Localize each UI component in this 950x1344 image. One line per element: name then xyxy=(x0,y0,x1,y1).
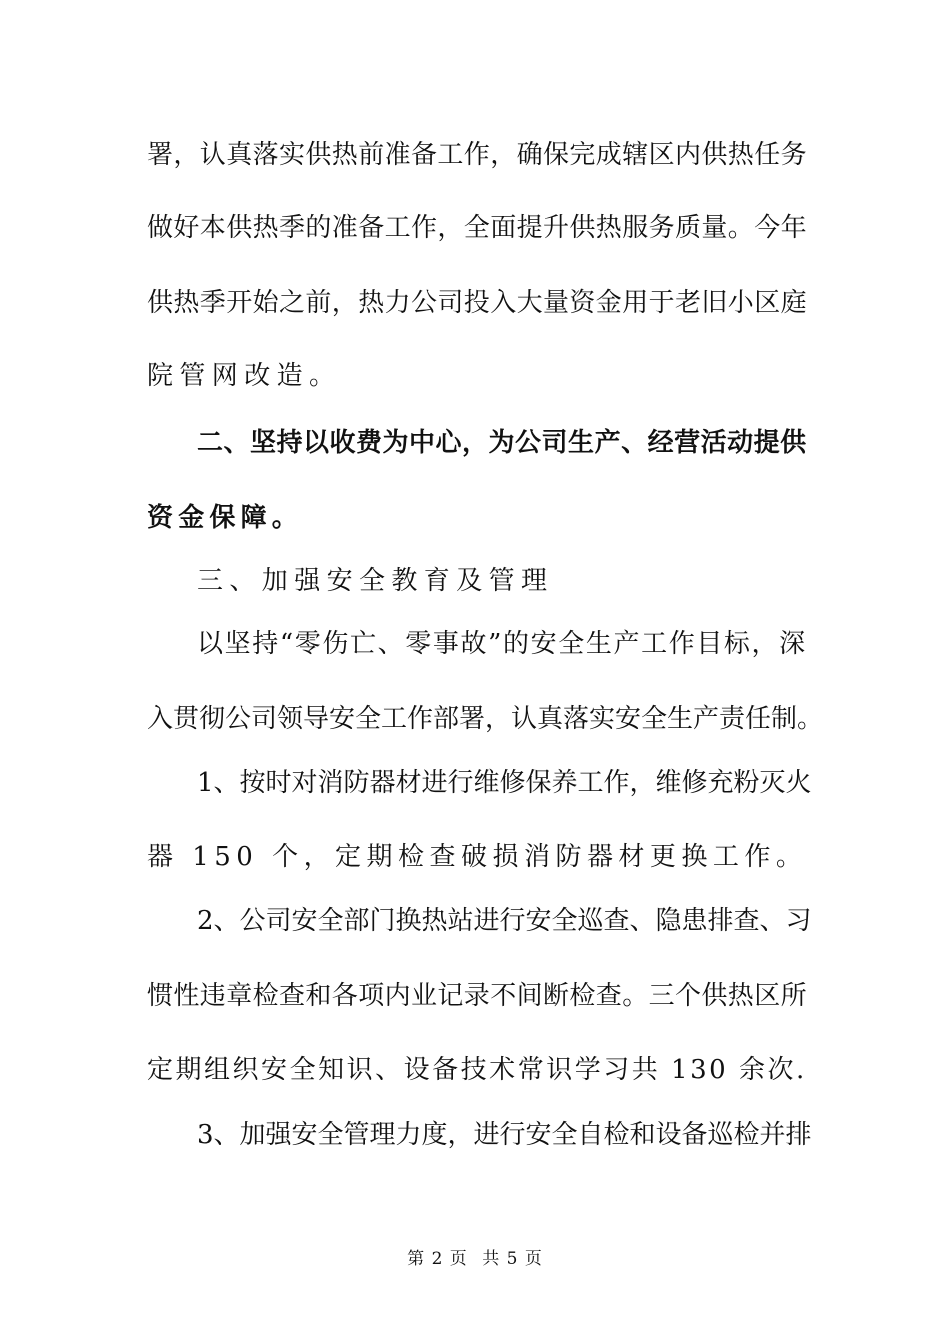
body-text-line: 署，认真落实供热前准备工作，确保完成辖区内供热任务 xyxy=(147,140,808,170)
section-heading-2-continued: 资金保障。 xyxy=(147,503,304,533)
list-item-1-continued: 器 150 个，定期检查破损消防器材更换工作。 xyxy=(147,842,808,872)
body-text-line: 以坚持“零伤亡、零事故”的安全生产工作目标，深 xyxy=(197,629,807,659)
list-item-2: 2、公司安全部门换热站进行安全巡查、隐患排查、习 xyxy=(197,906,812,936)
body-text-line: 供热季开始之前，热力公司投入大量资金用于老旧小区庭 xyxy=(147,288,808,318)
page-number: 第 2 页 xyxy=(407,1249,468,1269)
section-heading-3: 三、加强安全教育及管理 xyxy=(197,566,554,596)
page-footer xyxy=(0,1244,950,1269)
list-item-2-continued: 定期组织安全知识、设备技术常识学习共 130 余次. xyxy=(147,1055,807,1085)
body-text-line: 入贯彻公司领导安全工作部署，认真落实安全生产责任制。 xyxy=(147,704,824,734)
section-heading-2: 二、坚持以收费为中心，为公司生产、经营活动提供 xyxy=(197,428,807,458)
body-text-line: 做好本供热季的准备工作，全面提升供热服务质量。今年 xyxy=(147,213,808,243)
list-item-3: 3、加强安全管理力度，进行安全自检和设备巡检并排 xyxy=(197,1120,812,1150)
page-total: 共 5 页 xyxy=(482,1249,543,1269)
list-item-1: 1、按时对消防器材进行维修保养工作，维修充粉灭火 xyxy=(197,768,812,798)
list-item-2-continued: 惯性违章检查和各项内业记录不间断检查。三个供热区所 xyxy=(147,981,808,1011)
body-text-line: 院管网改造。 xyxy=(147,361,342,391)
